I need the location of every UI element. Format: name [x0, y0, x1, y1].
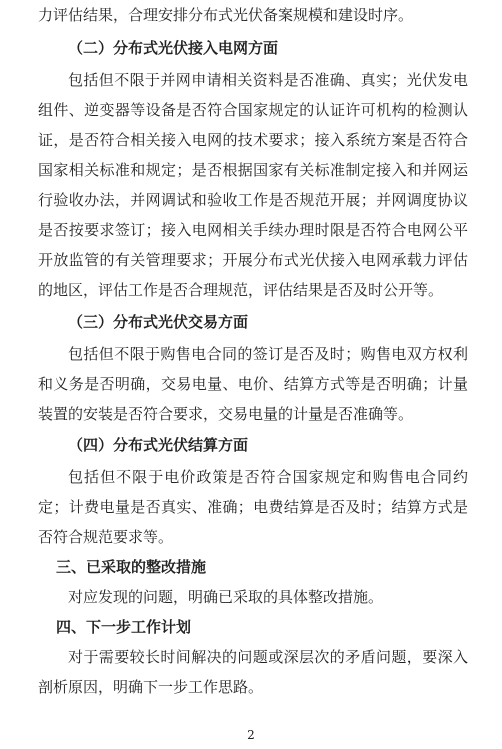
grid-connection-line: 组件、逆变器等设备是否符合国家规定的认证许可机构的检测认: [38, 101, 468, 119]
grid-connection-line: 证，是否符合相关接入电网的技术要求；接入系统方案是否符合: [38, 131, 468, 149]
section-heading-trading: （三）分布式光伏交易方面: [68, 313, 249, 331]
grid-connection-line: 国家相关标准和规定；是否根据国家有关标准制定接入和并网运: [38, 161, 468, 179]
grid-connection-line: 开放监管的有关管理要求；开展分布式光伏接入电网承载力评估: [38, 251, 468, 269]
settlement-line: 包括但不限于电价政策是否符合国家规定和购售电合同约: [68, 468, 468, 486]
section-heading-grid-connection: （二）分布式光伏接入电网方面: [68, 39, 279, 57]
trading-line: 装置的安装是否符合要求，交易电量的计量是否准确等。: [38, 405, 414, 423]
heading-next-steps: 四、下一步工作计划: [56, 618, 192, 636]
grid-connection-line: 行验收办法，并网调试和验收工作是否规范开展；并网调度协议: [38, 191, 468, 209]
trading-line: 包括但不限于购售电合同的签订是否及时；购售电双方权利: [68, 345, 468, 363]
section-heading-settlement: （四）分布式光伏结算方面: [68, 436, 249, 454]
grid-connection-line: 包括但不限于并网申请相关资料是否准确、真实；光伏发电: [68, 71, 468, 89]
page-number: 2: [247, 728, 255, 742]
heading-corrective-measures: 三、已采取的整改措施: [56, 558, 207, 576]
corrective-measures-line: 对应发现的问题，明确已采取的具体整改措施。: [68, 588, 384, 606]
grid-connection-line: 是否按要求签订；接入电网相关手续办理时限是否符合电网公平: [38, 221, 468, 239]
trading-line: 和义务是否明确，交易电量、电价、结算方式等是否明确；计量: [38, 375, 468, 393]
paragraph-continuation: 力评估结果，合理安排分布式光伏备案规模和建设时序。: [38, 6, 414, 24]
next-steps-line: 对于需要较长时间解决的问题或深层次的矛盾问题，要深入: [68, 648, 468, 666]
settlement-line: 定；计费电量是否真实、准确；电费结算是否及时；结算方式是: [38, 498, 468, 516]
next-steps-line: 剖析原因，明确下一步工作思路。: [38, 678, 264, 696]
settlement-line: 否符合规范要求等。: [38, 528, 174, 546]
grid-connection-line: 的地区，评估工作是否合理规范，评估结果是否及时公开等。: [38, 281, 444, 299]
